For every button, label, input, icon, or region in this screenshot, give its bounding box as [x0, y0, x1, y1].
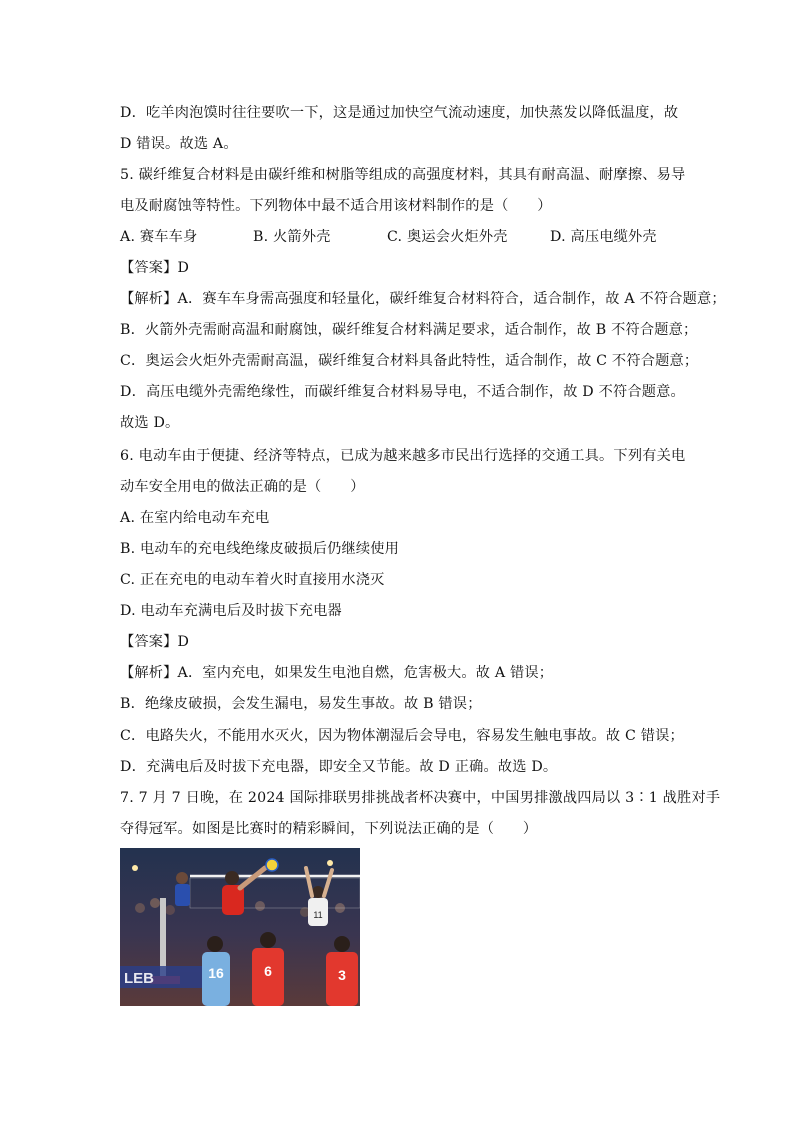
jersey-number: 6 [264, 963, 272, 979]
player-head [260, 932, 276, 948]
player-head [334, 936, 350, 952]
referee-head [176, 872, 188, 884]
banner-text: LEB [124, 970, 154, 987]
option-a: A. 赛车车身 [120, 229, 198, 245]
explanation-line: C．电路失火，不能用水灭火，因为物体潮湿后会导电，容易发生触电事故。故 C 错误； [120, 728, 684, 744]
jersey-number: 16 [208, 965, 224, 981]
question-5-options [120, 227, 680, 247]
volleyball-scene [120, 848, 360, 1006]
question-6-stem: 6. 电动车由于便捷、经济等特点，已成为越来越多市民出行选择的交通工具。下列有关电 [120, 448, 686, 464]
option-a: A. 在室内给电动车充电 [120, 510, 270, 526]
volleyball-photo [120, 848, 360, 1006]
volleyball-ball [266, 859, 278, 871]
option-b: B. 火箭外壳 [253, 229, 331, 245]
option-d: D. 高压电缆外壳 [550, 229, 657, 245]
player-head [207, 936, 223, 952]
explanation-line: C．奥运会火炬外壳需耐高温，碳纤维复合材料具备此特性，适合制作，故 C 不符合题意； [120, 353, 699, 369]
explanation-line: D．高压电缆外壳需绝缘性，而碳纤维复合材料易导电，不适合制作，故 D 不符合题意。 [120, 384, 685, 400]
question-7-stem: 7. 7 月 7 日晚，在 2024 国际排联男排挑战者杯决赛中，中国男排激战四局以 3∶1 战胜对手 [120, 790, 721, 806]
spiker-head [225, 871, 239, 885]
explanation-line: B．火箭外壳需耐高温和耐腐蚀，碳纤维复合材料满足要求，适合制作，故 B 不符合题意； [120, 322, 698, 338]
question-5-stem: 电及耐腐蚀等特性。下列物体中最不适合用该材料制作的是（ ） [120, 198, 552, 214]
jersey-number: 11 [313, 910, 323, 920]
text-line: D．吃羊肉泡馍时往往要吹一下，这是通过加快空气流动速度，加快蒸发以降低温度，故 [120, 105, 679, 121]
text-line: D 错误。故选 A。 [120, 136, 238, 152]
referee-body [175, 884, 190, 906]
explanation-line: 【解析】A．赛车车身需高强度和轻量化，碳纤维复合材料符合，适合制作，故 A 不符合题意； [120, 291, 726, 307]
arena-light [132, 865, 138, 871]
question-5-stem: 5. 碳纤维复合材料是由碳纤维和树脂等组成的高强度材料，其具有耐高温、耐摩擦、易导 [120, 167, 686, 183]
option-c: C. 正在充电的电动车着火时直接用水浇灭 [120, 572, 385, 588]
arena-light [327, 860, 333, 866]
explanation-line: B．绝缘皮破损，会发生漏电，易发生事故。故 B 错误； [120, 696, 482, 712]
answer-label: 【答案】D [120, 634, 190, 650]
explanation-line: D．充满电后及时拔下充电器，即安全又节能。故 D 正确。故选 D。 [120, 759, 558, 775]
question-6-stem: 动车安全用电的做法正确的是（ ） [120, 479, 365, 495]
question-7-stem: 夺得冠军。如图是比赛时的精彩瞬间，下列说法正确的是（ ） [120, 821, 538, 837]
explanation-line: 【解析】A．室内充电，如果发生电池自燃，危害极大。故 A 错误； [120, 665, 554, 681]
option-c: C. 奥运会火炬外壳 [387, 229, 508, 245]
option-d: D. 电动车充满电后及时拔下充电器 [120, 603, 342, 619]
explanation-line: 故选 D。 [120, 415, 180, 431]
jersey-number: 3 [338, 967, 346, 983]
answer-label: 【答案】D [120, 260, 190, 276]
option-b: B. 电动车的充电线绝缘皮破损后仍继续使用 [120, 541, 400, 557]
